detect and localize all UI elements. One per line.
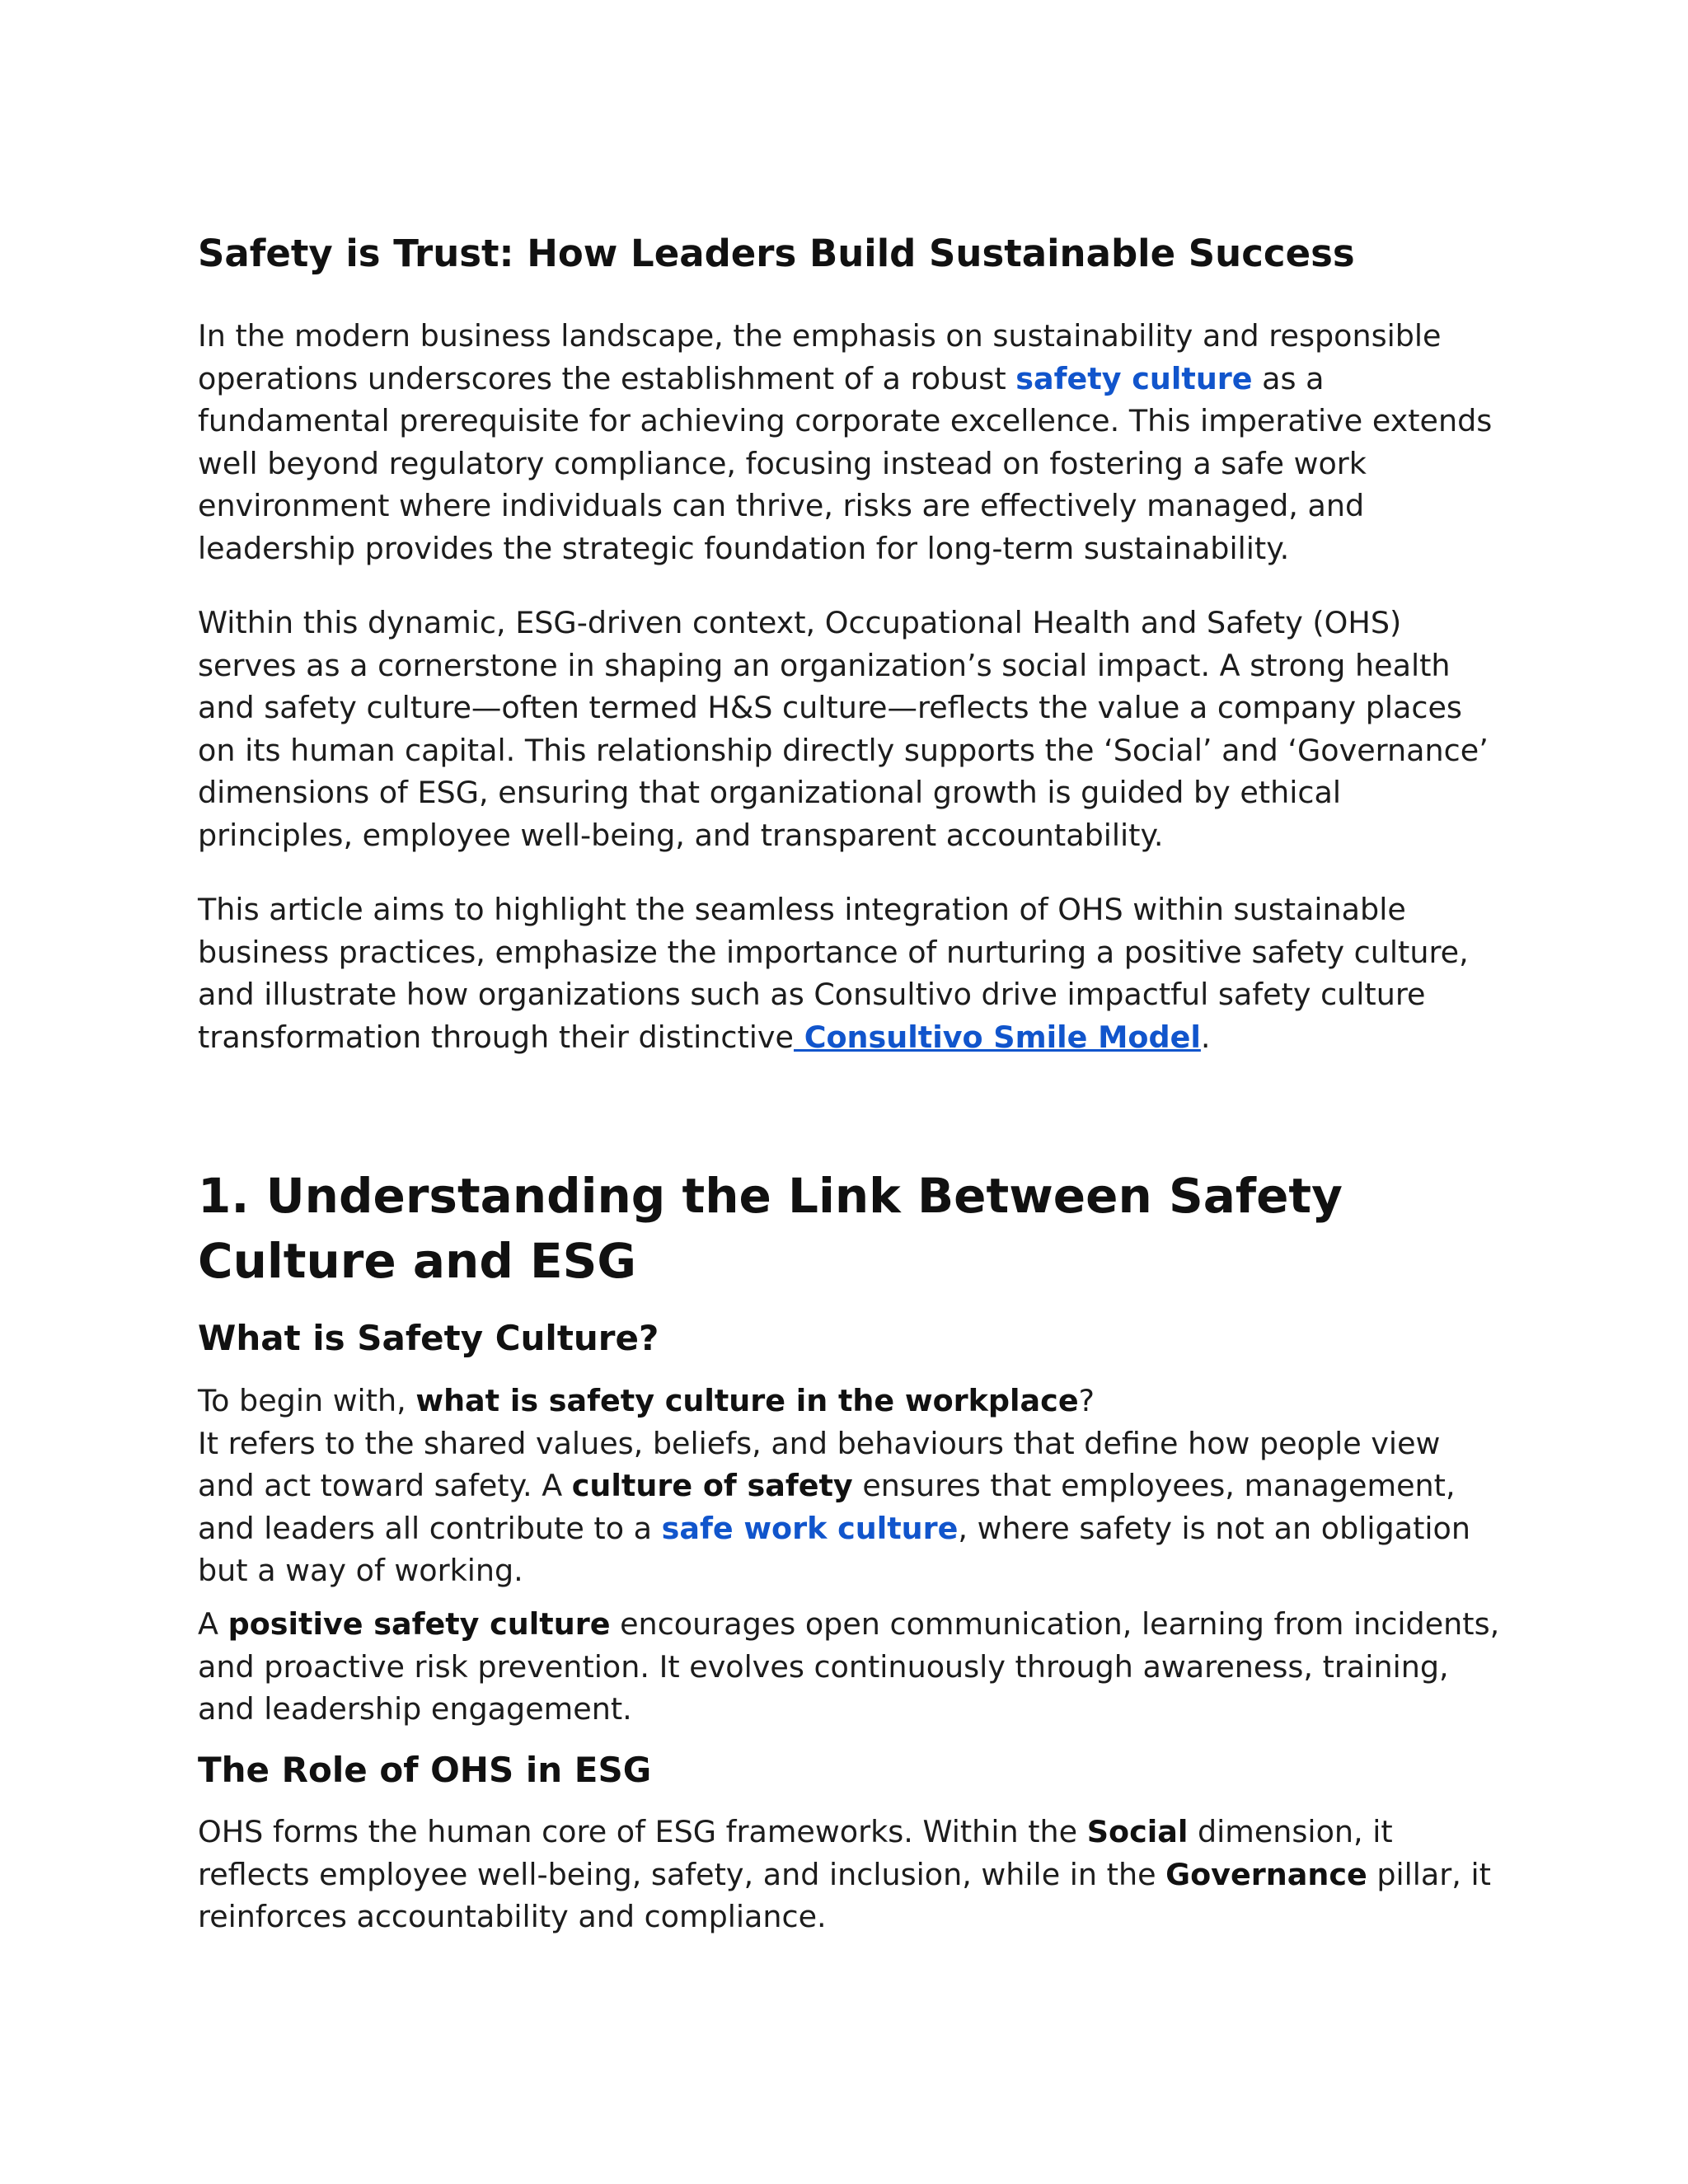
intro-p1-text-b: as a fundamental prerequisite for achieving corporate excellence. This imperative extends well beyond regulatory compliance, focusing instead on fostering a safe work environment where individuals can thrive, risks are effectively managed, and leadership provides the strategic foundation for long-term sustainability. (198, 360, 1493, 566)
section-1-heading: 1. Understanding the Link Between Safety Culture and ESG (198, 1168, 1343, 1289)
ohs-p1-text-a: OHS forms the human core of ESG frameworks. Within the (198, 1814, 1087, 1849)
intro-p3-text: This article aims to highlight the seamless integration of OHS within sustainable business practices, emphasize the importance of nurturing a positive safety culture, and illustrate how organizations such as Consultivo drive impactful safety culture transformation through their distinctive (198, 892, 1469, 1055)
safety-culture-paragraph-1 (198, 1380, 1500, 1592)
sc-p1-bold-question: what is safety culture in the workplace (415, 1383, 1079, 1418)
sc-p1-text-d: ensures that employees, management, and leaders all contribute to a (198, 1468, 1456, 1546)
ohs-esg-paragraph (198, 1811, 1500, 1938)
sc-p2-text-b: encourages open communication, learning from incidents, and proactive risk prevention. It evolves continuously through awareness, training, and leadership engagement. (198, 1606, 1500, 1727)
intro-paragraph-1 (198, 315, 1500, 569)
consultivo-smile-model-link[interactable]: Consultivo Smile Model (793, 1019, 1201, 1055)
sc-p2-text-a: A (198, 1606, 228, 1642)
sc-p1-text-a: To begin with, (198, 1383, 416, 1418)
document-title: Safety is Trust: How Leaders Build Sustainable Success (198, 232, 1355, 275)
sc-p1-bold-culture-of-safety: culture of safety (571, 1468, 853, 1503)
sc-p1-question-mark: ? (1078, 1383, 1095, 1418)
safety-culture-paragraph-2 (198, 1603, 1500, 1731)
sc-p1-text-c: It refers to the shared values, beliefs, and behaviours that define how people view and act toward safety. A (198, 1425, 1441, 1503)
intro-p3-end: . (1200, 1019, 1211, 1055)
role-of-ohs-heading: The Role of OHS in ESG (198, 1750, 652, 1790)
safe-work-culture-link[interactable]: safe work culture (661, 1510, 959, 1546)
what-is-safety-culture-heading: What is Safety Culture? (198, 1318, 659, 1358)
ohs-p1-text-b: dimension, it reflects employee well-being, safety, and inclusion, while in the (198, 1814, 1393, 1892)
intro-paragraph-3 (198, 888, 1500, 1058)
sc-p2-bold-positive: positive safety culture (227, 1606, 611, 1642)
sc-p1-text-e: , where safety is not an obligation but a way of working. (198, 1510, 1471, 1588)
ohs-p1-text-c: pillar, it reinforces accountability and compliance. (198, 1856, 1491, 1934)
intro-paragraph-2: Within this dynamic, ESG-driven context, Occupational Health and Safety (OHS) serves as a cornerstone in shaping an organization’s social impact. A strong health and safety culture—often termed H&S culture—reflects the value a company places on its human capital. This relationship directly supports the ‘Social’ and ‘Governance’ dimensions of ESG, ensuring that organizational growth is guided by ethical principles, employee well-being, and transparent accountability. (198, 605, 1489, 853)
ohs-p1-bold-social: Social (1086, 1814, 1189, 1849)
safety-culture-link[interactable]: safety culture (1015, 360, 1253, 396)
ohs-p1-bold-governance: Governance (1165, 1856, 1367, 1892)
intro-p1-text-a: In the modern business landscape, the emphasis on sustainability and responsible operations underscores the establishment of a robust (198, 318, 1442, 396)
